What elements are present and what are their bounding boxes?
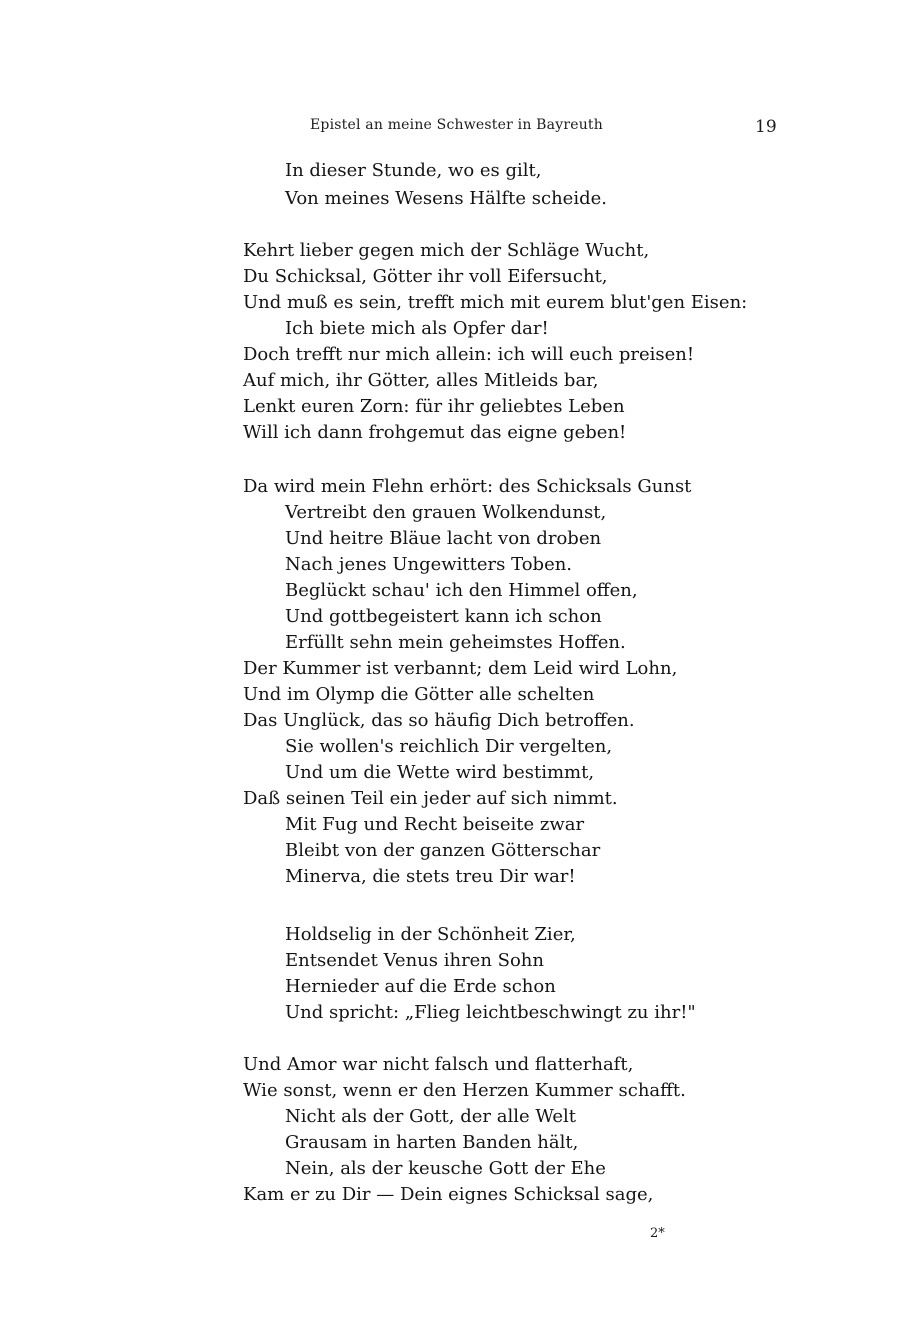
- poem-line: Von meines Wesens Hälfte scheide.: [285, 188, 607, 209]
- poem-line: Und spricht: „Flieg leichtbeschwingt zu ihr!": [285, 1002, 696, 1023]
- poem-line: Nein, als der keusche Gott der Ehe: [285, 1158, 606, 1179]
- poem-line: Hernieder auf die Erde schon: [285, 976, 556, 997]
- printer-signature-mark: 2*: [650, 1226, 665, 1241]
- poem-line: Doch trefft nur mich allein: ich will euch preisen!: [243, 344, 695, 365]
- poem-line: Mit Fug und Recht beiseite zwar: [285, 814, 585, 835]
- poem-line: Und Amor war nicht falsch und flatterhaft,: [243, 1054, 634, 1075]
- poem-line: Sie wollen's reichlich Dir vergelten,: [285, 736, 613, 757]
- running-head-title: Epistel an meine Schwester in Bayreuth: [310, 117, 603, 133]
- poem-line: Auf mich, ihr Götter, alles Mitleids bar,: [243, 370, 599, 391]
- poem-line: Erfüllt sehn mein geheimstes Hoffen.: [285, 632, 626, 653]
- poem-line: Das Unglück, das so häufig Dich betroffen.: [243, 710, 635, 731]
- poem-line: Der Kummer ist verbannt; dem Leid wird Lohn,: [243, 658, 678, 679]
- poem-line: Ich biete mich als Opfer dar!: [285, 318, 549, 339]
- poem-line: Da wird mein Flehn erhört: des Schicksals Gunst: [243, 476, 692, 497]
- poem-line: Kam er zu Dir — Dein eignes Schicksal sage,: [243, 1184, 654, 1205]
- poem-line: Kehrt lieber gegen mich der Schläge Wucht,: [243, 240, 650, 261]
- poem-line: Nicht als der Gott, der alle Welt: [285, 1106, 577, 1127]
- poem-line: Du Schicksal, Götter ihr voll Eifersucht,: [243, 266, 608, 287]
- poem-line: Und gottbegeistert kann ich schon: [285, 606, 602, 627]
- poem-line: Lenkt euren Zorn: für ihr geliebtes Leben: [243, 396, 625, 417]
- poem-line: Und im Olymp die Götter alle schelten: [243, 684, 595, 705]
- poem-line: Holdselig in der Schönheit Zier,: [285, 924, 576, 945]
- poem-line: Grausam in harten Banden hält,: [285, 1132, 579, 1153]
- poem-line: Will ich dann frohgemut das eigne geben!: [243, 422, 627, 443]
- page-number: 19: [755, 117, 777, 137]
- poem-line: Und um die Wette wird bestimmt,: [285, 762, 595, 783]
- poem-line: Und heitre Bläue lacht von droben: [285, 528, 602, 549]
- poem-line: Nach jenes Ungewitters Toben.: [285, 554, 573, 575]
- poem-line: Bleibt von der ganzen Götterschar: [285, 840, 601, 861]
- poem-line: Daß seinen Teil ein jeder auf sich nimmt.: [243, 788, 618, 809]
- poem-line: Und muß es sein, trefft mich mit eurem blut'gen Eisen:: [243, 292, 748, 313]
- poem-line: Wie sonst, wenn er den Herzen Kummer schafft.: [243, 1080, 686, 1101]
- poem-line: Minerva, die stets treu Dir war!: [285, 866, 576, 887]
- poem-line: Entsendet Venus ihren Sohn: [285, 950, 544, 971]
- poem-line: Vertreibt den grauen Wolkendunst,: [285, 502, 607, 523]
- poem-line: Beglückt schau' ich den Himmel offen,: [285, 580, 638, 601]
- poem-line: In dieser Stunde, wo es gilt,: [285, 160, 542, 181]
